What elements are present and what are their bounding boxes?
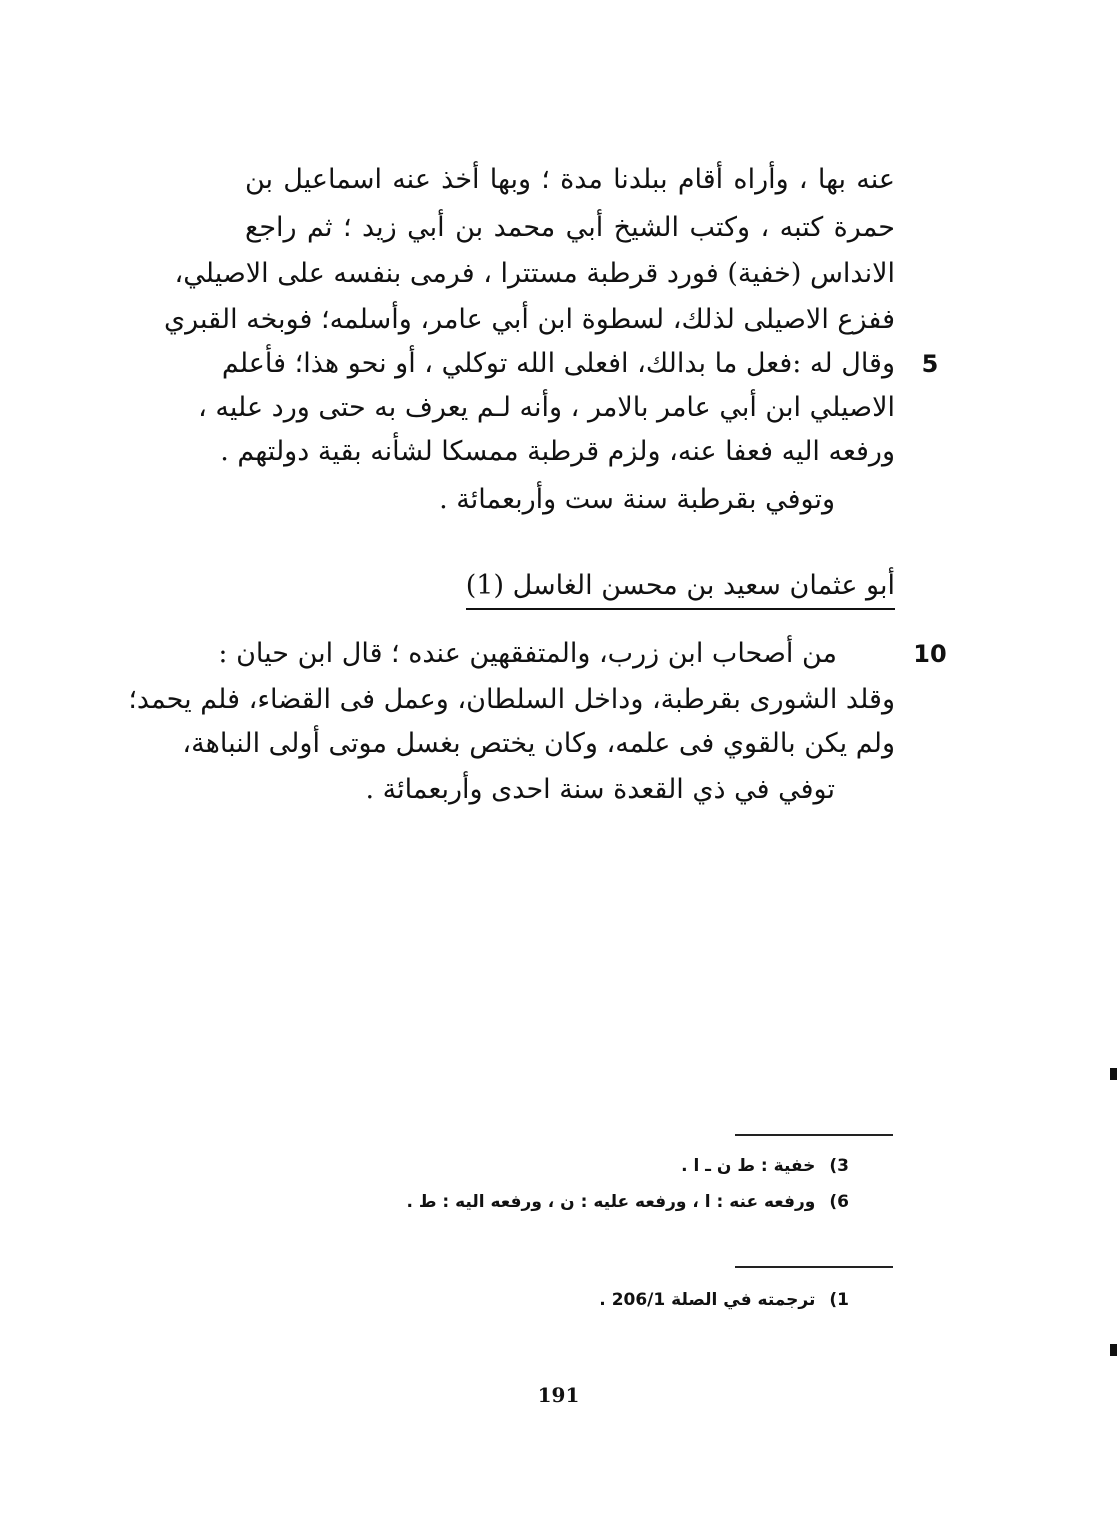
text-line: ولم يكن بالقوي فى علمه، وكان يختص بغسل موتى أولى النباهة، [182,728,895,759]
note-number: 6) [829,1192,849,1212]
text-line: من أصحاب ابن زرب، والمتفقهين عنده ؛ قال ابن حيان : [218,638,837,669]
closing-line: وتوفي بقرطبة سنة ست وأربعمائة . [439,484,835,515]
text-line: عنه بها ، وأراه أقام ببلدنا مدة ؛ وبها أخذ عنه اسماعيل بن [245,164,895,195]
scan-edge-mark [1110,1344,1117,1356]
footnote [599,1286,849,1314]
text-line: حمرة كتبه ، وكتب الشيخ أبي محمد بن أبي زيد ؛ ثم راجع [245,212,895,243]
text-line: وقلد الشورى بقرطبة، وداخل السلطان، وعمل فى القضاء، فلم يحمد؛ [128,684,895,715]
note-text: خفية : ط ن ـ ا . [681,1156,816,1176]
footnote-text: ترجمته في الصلة 206/1 . [599,1290,816,1310]
line-number-5: 5 [921,350,939,378]
note-number: 3) [829,1156,849,1176]
note-text: ورفعه عنه : ا ، ورفعه عليه : ن ، ورفعه اليه : ط . [406,1192,816,1212]
text-line: الاصيلي ابن أبي عامر بالامر ، وأنه لـم يعرف به حتى ورد عليه ، [198,392,895,423]
line-number-10: 10 [913,640,947,668]
text-line: ورفعه اليه فعفا عنه، ولزم قرطبة ممسكا لشأنه بقية دولتهم . [220,436,895,467]
apparatus-rule [735,1134,893,1136]
entry-heading: أبو عثمان سعيد بن محسن الغاسل (1) [466,566,895,610]
footnote-rule [735,1266,893,1268]
variant-note [681,1152,849,1180]
variant-note [406,1188,849,1216]
text-line: وقال له :فعل ما بدالك، افعلى الله توكلي ، أو نحو هذا؛ فأعلم [221,348,895,379]
text-line: الانداس (خفية) فورد قرطبة مستترا ، فرمى بنفسه على الاصيلي، [174,258,895,289]
text-line: ففزع الاصيلى لذلك، لسطوة ابن أبي عامر، وأسلمه؛ فوبخه القبري [164,304,895,335]
scan-edge-mark [1110,1068,1117,1080]
page-number: 191 [537,1383,580,1407]
closing-line: توفي في ذي القعدة سنة احدى وأربعمائة . [365,774,835,805]
footnote-number: 1) [829,1290,849,1310]
